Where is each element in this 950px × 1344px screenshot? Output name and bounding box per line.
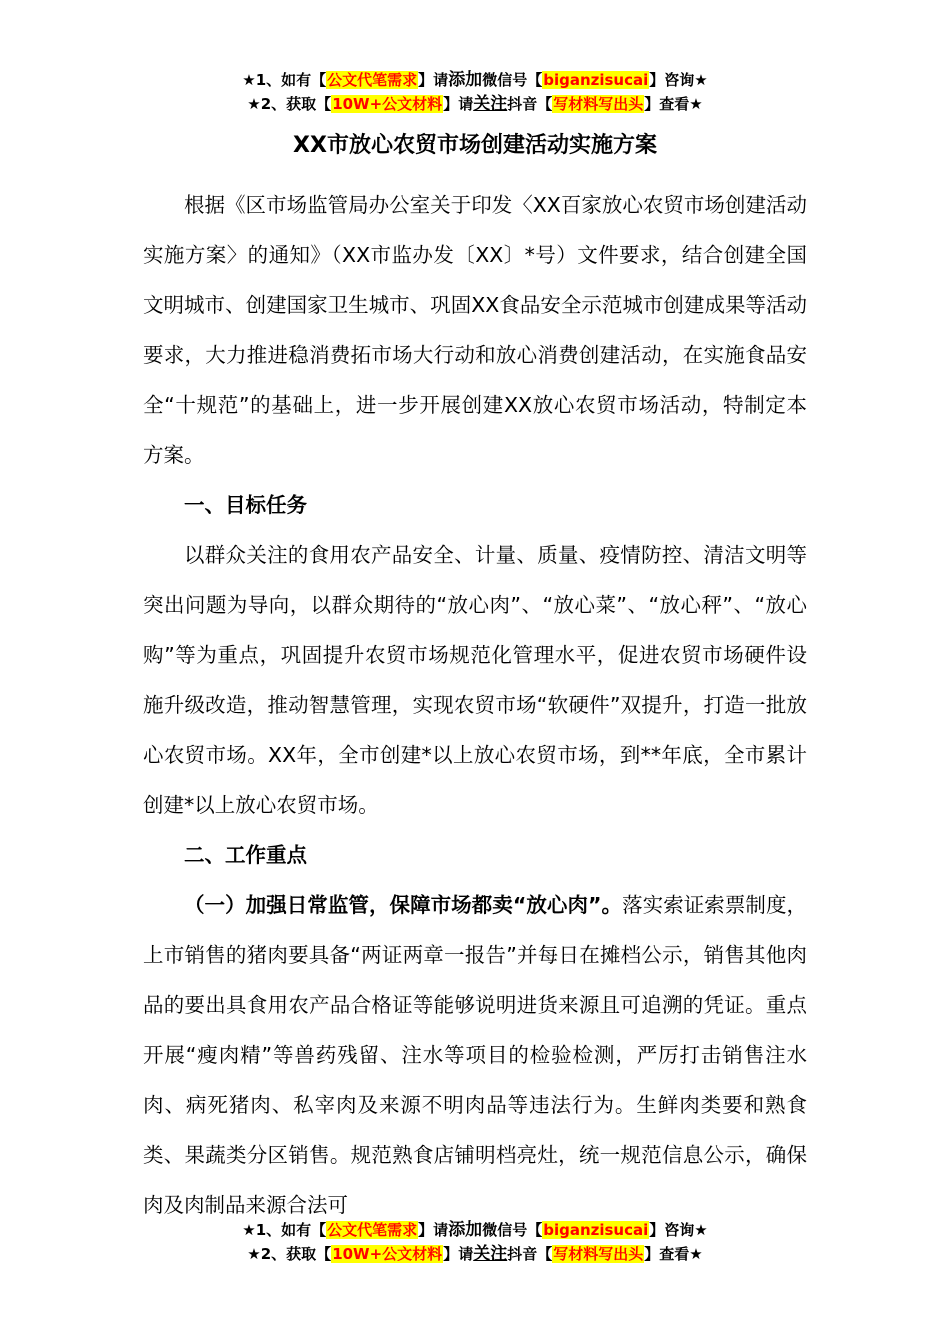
promo-highlight: 公文代笔需求 (327, 71, 418, 89)
focus-item-1-text: 落实索证索票制度，上市销售的猪肉要具备“两证两章一报告”并每日在摊档公示，销售其他肉品的要出具食用农产品合格证等能够说明进货来源且可追溯的凭证。重点开展“瘦肉精”等兽药残留、注水等项目的检验检测，严厉打击销售注水肉、病死猪肉、私宰肉及来源不明肉品等违法行为。生鲜肉类要和熟食类、果蔬类分区销售。规范熟食店铺明档亮灶，统一规范信息公示，确保肉及肉制品来源合法可 (143, 893, 808, 1217)
promo-wechat-id: biganzisucai (543, 1221, 649, 1239)
promo-wechat-id: biganzisucai (543, 71, 649, 89)
promo-banner-bottom (0, 1218, 950, 1266)
promo-highlight: 10W+公文材料 (332, 1245, 443, 1263)
promo-line-1: ★1、如有【公文代笔需求】请添加微信号【biganzisucai】咨询★ (242, 70, 708, 90)
promo-line-2: ★2、获取【10W+公文材料】请关注抖音【写材料写出头】查看★ (247, 1244, 703, 1264)
goals-paragraph: 以群众关注的食用农产品安全、计量、质量、疫情防控、清洁文明等突出问题为导向，以群众期待的“放心肉”、“放心菜”、“放心秤”、“放心购”等为重点，巩固提升农贸市场规范化管理水平，促进农贸市场硬件设施升级改造，推动智慧管理，实现农贸市场“软硬件”双提升，打造一批放心农贸市场。XX年，全市创建*以上放心农贸市场，到**年底，全市累计创建*以上放心农贸市场。 (143, 543, 807, 817)
promo-banner-top (0, 68, 950, 116)
document-title: XX市放心农贸市场创建活动实施方案 (293, 133, 657, 158)
focus-item-1-paragraph (143, 880, 807, 1230)
intro-paragraph: 根据《区市场监管局办公室关于印发〈XX百家放心农贸市场创建活动实施方案〉的通知》（XX市监办发〔XX〕*号）文件要求，结合创建全国文明城市、创建国家卫生城市、巩固XX食品安全示范城市创建成果等活动要求，大力推进稳消费拓市场大行动和放心消费创建活动，在实施食品安全“十规范”的基础上，进一步开展创建XX放心农贸市场活动，特制定本方案。 (143, 193, 807, 467)
focus-item-1-heading: （一）加强日常监管，保障市场都卖“放心肉”。 (184, 893, 623, 917)
section-heading-focus: 二、工作重点 (184, 843, 307, 867)
document-body (143, 126, 807, 1230)
promo-highlight: 公文代笔需求 (327, 1221, 418, 1239)
promo-douyin-id: 写材料写出头 (553, 1245, 644, 1263)
section-heading-goals: 一、目标任务 (184, 493, 307, 517)
promo-line-1: ★1、如有【公文代笔需求】请添加微信号【biganzisucai】咨询★ (242, 1220, 708, 1240)
promo-douyin-id: 写材料写出头 (553, 95, 644, 113)
promo-highlight: 10W+公文材料 (332, 95, 443, 113)
promo-line-2: ★2、获取【10W+公文材料】请关注抖音【写材料写出头】查看★ (247, 94, 703, 114)
